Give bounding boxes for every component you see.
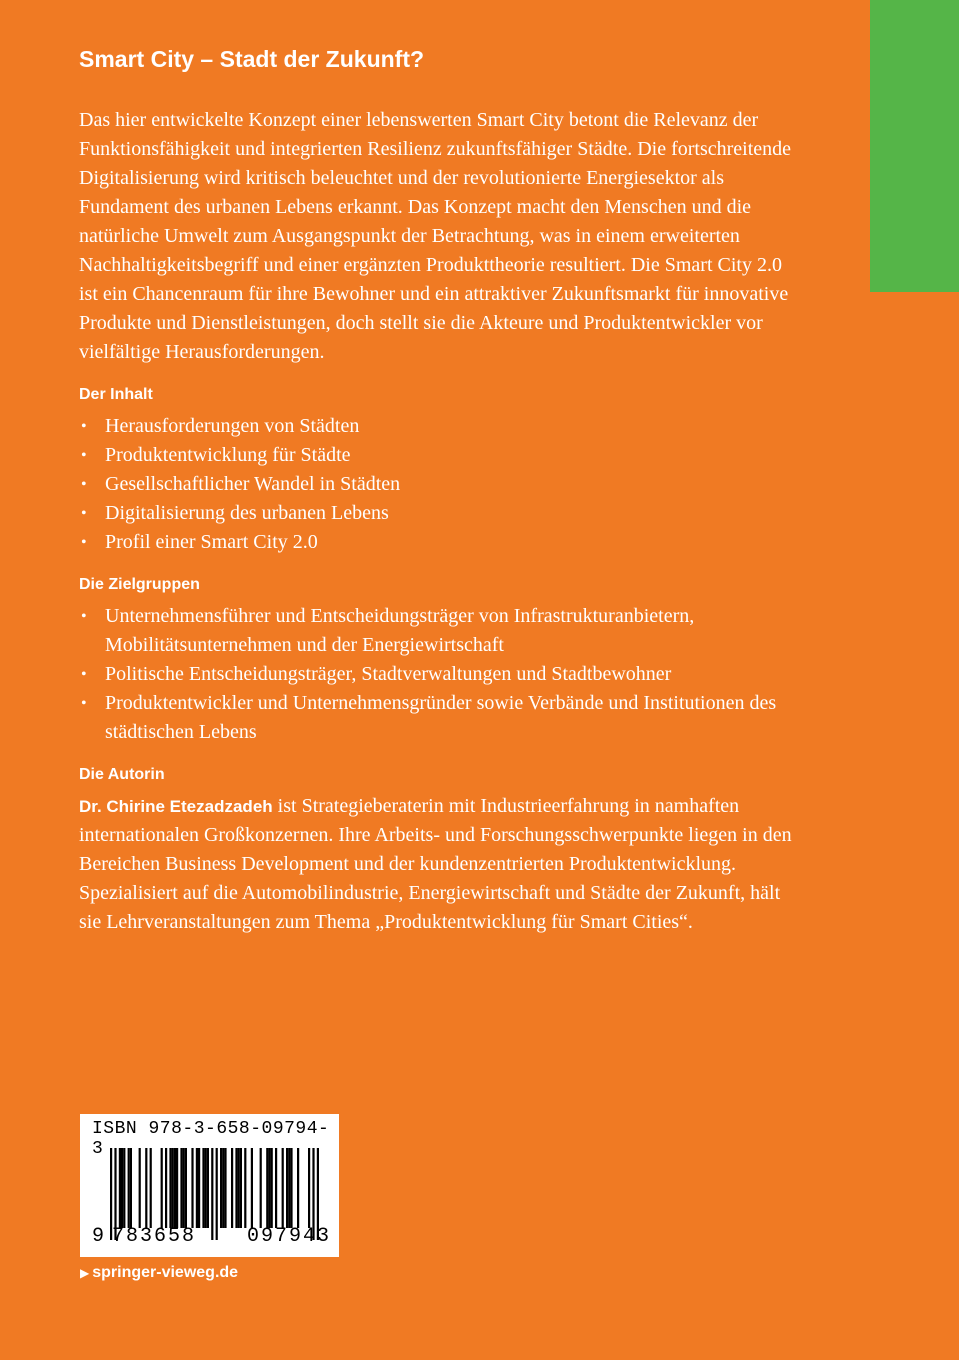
barcode-guard-bar (211, 1148, 213, 1240)
intro-paragraph: Das hier entwickelte Konzept einer lebenswerten Smart City betont die Relevanz der Funktionsfähigkeit und integrierten Resilienz zukunftsfähiger Städte. Die fortschreitende Digitalisierung wird kritisch beleuchtet und der revolutionierte Energiesektor als Fundament des urbanen Lebens erkannt. Das Konzept macht den Menschen und die natürliche Umwelt zum Ausgangspunkt der Betrachtung, was in einem erweiterten Nachhaltigkeitsbegriff und einer ergänzten Produkttheorie resultiert. Die Smart City 2.0 ist ein Chancenraum für ihre Bewohner und ein attraktiver Zukunftsmarkt für innovative Produkte und Dienstleistungen, doch stellt sie die Akteure und Produktentwickler vor vielfältige Herausforderungen. (79, 109, 792, 363)
barcode-bar (271, 1148, 273, 1228)
barcode-digit-first: 9 (92, 1225, 105, 1248)
list-item: • Produktentwicklung für Städte (81, 444, 351, 466)
barcode-bar (198, 1148, 200, 1228)
list-item: • Gesellschaftlicher Wandel in Städten (81, 473, 401, 495)
barcode-bar (308, 1148, 310, 1228)
author-heading: Die Autorin (79, 766, 165, 783)
barcode-bar (172, 1148, 174, 1228)
barcode-bar (240, 1148, 242, 1228)
list-item: • Politische Entscheidungsträger, Stadtverwaltungen und Stadtbewohner (81, 663, 672, 685)
barcode-bar (222, 1148, 224, 1228)
book-title: Smart City – Stadt der Zukunft? (79, 46, 425, 72)
barcode-bar (282, 1148, 284, 1228)
barcode-bar (238, 1148, 240, 1228)
barcode-bar (290, 1148, 292, 1228)
isbn-label: ISBN 978-3-658-09794-3 (92, 1119, 330, 1159)
barcode-digits-right: 097943 (247, 1225, 332, 1248)
isbn-barcode (80, 1114, 339, 1257)
barcode-bar (244, 1148, 246, 1228)
arrow-right-icon: ▶ (80, 1266, 90, 1280)
list-item: • Digitalisierung des urbanen Lebens (81, 502, 389, 524)
list-item: • Unternehmensführer und Entscheidungsträger von Infrastrukturanbietern, Mobilitätsunternehmen und der Energiewirtschaft (81, 605, 695, 656)
list-item: • Produktentwickler und Unternehmensgründer sowie Verbände und Institutionen des städtischen Lebens (81, 692, 777, 743)
barcode-bar (288, 1148, 290, 1228)
barcode-bar (297, 1148, 299, 1228)
contents-list (79, 412, 799, 557)
barcode-bar (205, 1148, 207, 1228)
barcode-bar (169, 1148, 171, 1228)
barcode-bar (260, 1148, 262, 1228)
barcode-guard-bar (216, 1148, 218, 1240)
target-groups-heading: Die Zielgruppen (79, 576, 200, 593)
barcode-bar (286, 1148, 288, 1228)
list-item: • Herausforderungen von Städten (81, 415, 360, 437)
barcode-bar (202, 1148, 204, 1228)
publisher-website-link[interactable]: ▶ springer-vieweg.de (80, 1264, 239, 1281)
barcode-bar (224, 1148, 226, 1228)
barcode-bar (207, 1148, 209, 1228)
barcode-bar (220, 1148, 222, 1228)
barcode-bar (266, 1148, 268, 1228)
barcode-bar (139, 1148, 141, 1228)
barcode-bar (180, 1148, 182, 1228)
barcode-bar (191, 1148, 193, 1228)
barcode-bar (176, 1148, 178, 1228)
barcode-bar (165, 1148, 167, 1228)
back-cover-text (79, 44, 799, 937)
author-bio: Dr. Chirine Etezadzadeh ist Strategieberaterin mit Industrieerfahrung in namhaften internationalen Großkonzernen. Ihre Arbeits- und Forschungsschwerpunkte liegen in den Bereichen Business Development und der kundenzentrierten Produktentwicklung. Spezialisiert auf die Automobilindustrie, Energiewirtschaft und Städte der Zukunft, hält sie Lehrveranstaltungen zum Thema „Produktentwicklung für Smart Cities“. (79, 795, 792, 933)
barcode-bar (185, 1148, 187, 1228)
barcode-bar (130, 1148, 132, 1228)
barcode-digits-left: 783658 (112, 1225, 197, 1248)
barcode-bar (275, 1148, 277, 1228)
target-groups-list (79, 602, 799, 747)
green-accent-tab (870, 0, 959, 292)
barcode-bar (128, 1148, 130, 1228)
barcode-bar (123, 1148, 125, 1228)
barcode-bar (145, 1148, 147, 1228)
barcode-bar (183, 1148, 185, 1228)
barcode-bar (119, 1148, 121, 1228)
barcode-bar (251, 1148, 253, 1228)
barcode-bar (161, 1148, 163, 1228)
list-item: • Profil einer Smart City 2.0 (81, 531, 318, 553)
barcode-bar (235, 1148, 237, 1228)
barcode-bar (121, 1148, 123, 1228)
barcode-bar (268, 1148, 270, 1228)
barcode-bar (231, 1148, 233, 1228)
barcode-bar (150, 1148, 152, 1228)
author-name: Dr. Chirine Etezadzadeh (79, 797, 273, 816)
barcode-bar (196, 1148, 198, 1228)
contents-heading: Der Inhalt (79, 386, 153, 403)
barcode-bar (174, 1148, 176, 1228)
